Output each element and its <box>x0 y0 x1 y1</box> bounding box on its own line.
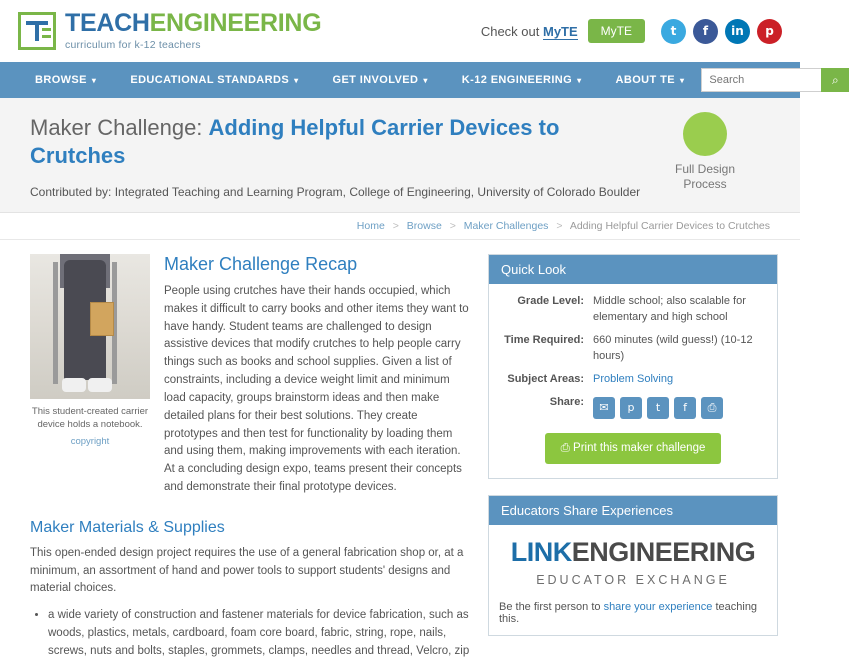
quick-look-panel <box>488 254 778 479</box>
logo-title-part1: TEACH <box>65 9 150 38</box>
linkengineering-subtitle: EDUCATOR EXCHANGE <box>536 572 730 587</box>
recap-text: People using crutches have their hands occupied, which makes it difficult to carry books and other items they want to have handy. Student teams are challenged to design assistive devices that modify crutches to help people carry things such as books and school supplies. Given a list of constraints, including a device weight limit and minimum load capacity, groups brainstorm ideas and then make detailed plans for their best solutions. They create prototypes and then test for functionality by loading them and using them, making improvements with each iteration. At a concluding design expo, teams present their concepts and demonstrate their final prototype devices. <box>164 285 469 493</box>
breadcrumb-item-browse[interactable]: Browse <box>406 220 442 232</box>
chevron-down-icon: ▾ <box>423 75 428 85</box>
nav-item-get-involved[interactable] <box>315 62 444 98</box>
linkengineering-part1: LINK <box>510 536 572 567</box>
figure-copyright-link[interactable]: copyright <box>70 435 110 447</box>
breadcrumb-item-current: Adding Helpful Carrier Devices to Crutches <box>569 220 770 232</box>
quick-look-body <box>489 284 777 478</box>
chevron-down-icon: ▾ <box>577 75 582 85</box>
nav-label: GET INVOLVED <box>332 74 419 86</box>
page-title-prefix: Maker Challenge: <box>30 115 209 140</box>
checkout-prefix: Check out <box>480 23 543 39</box>
main-column <box>30 254 470 661</box>
email-icon[interactable]: ✉ <box>593 397 615 419</box>
crutches-photo <box>30 254 150 399</box>
content-area <box>0 240 800 661</box>
educators-panel <box>488 495 778 636</box>
design-process-line1: Full Design <box>674 162 736 176</box>
educators-heading: Educators Share Experiences <box>489 496 777 525</box>
quick-look-row-share <box>501 395 765 419</box>
teachengineering-logo-icon <box>18 12 56 50</box>
recap-section <box>30 254 470 497</box>
facebook-icon[interactable]: f <box>693 19 718 44</box>
quick-look-row-subject-areas <box>501 372 765 388</box>
share-experience-note <box>497 601 769 625</box>
chevron-down-icon: ▾ <box>679 75 685 85</box>
myte-button[interactable]: MyTE <box>588 19 645 43</box>
quick-look-row-grade-level <box>501 294 765 326</box>
linkengineering-logo <box>489 525 777 635</box>
nav-item-about-te[interactable] <box>599 62 702 98</box>
sidebar-column <box>488 254 778 661</box>
twitter-icon[interactable]: t <box>661 19 686 44</box>
design-process-line2: Process <box>683 177 727 191</box>
site-logo[interactable] <box>18 11 321 51</box>
myte-link[interactable]: MyTE <box>542 23 578 39</box>
recap-body <box>164 254 470 497</box>
print-share-icon[interactable]: ⎙ <box>701 397 723 419</box>
row-label: Grade Level: <box>517 295 584 307</box>
row-value: 660 minutes (wild guess!) (10-12 hours) <box>593 333 753 362</box>
contributed-by: Contributed by: Integrated Teaching and Learning Program, College of Engineering, University of Colorado Boulder <box>30 185 641 199</box>
breadcrumb-separator: > <box>449 220 456 232</box>
breadcrumb-separator: > <box>556 220 563 232</box>
row-label: Share: <box>549 395 584 408</box>
chevron-down-icon: ▾ <box>91 75 97 85</box>
note-before: Be the first person to <box>499 600 604 613</box>
nav-item-educational-standards[interactable] <box>113 62 315 98</box>
row-label: Subject Areas: <box>507 372 584 385</box>
share-experience-link[interactable]: share your experience <box>603 600 713 613</box>
share-icons <box>593 397 723 419</box>
quick-look-heading: Quick Look <box>489 255 777 284</box>
pinterest-icon[interactable]: p <box>757 19 782 44</box>
row-value: Middle school; also scalable for elementary and high school <box>593 295 746 323</box>
page-title-highlight: Adding Helpful Carrier Devices to Crutches <box>30 115 560 168</box>
breadcrumb-item-home[interactable]: Home <box>356 220 385 232</box>
chevron-down-icon: ▾ <box>294 75 299 85</box>
search-button[interactable] <box>821 68 849 92</box>
design-process-circle-icon <box>683 112 727 156</box>
note-after: teaching this. <box>499 600 758 625</box>
logo-text <box>65 11 321 51</box>
site-header <box>0 0 800 62</box>
logo-tagline: curriculum for k-12 teachers <box>65 39 201 52</box>
row-label: Time Required: <box>504 333 584 346</box>
page-title-block <box>0 98 800 213</box>
nav-label: BROWSE <box>35 74 87 86</box>
nav-label: EDUCATIONAL STANDARDS <box>130 74 290 86</box>
quick-look-row-time-required <box>501 333 765 365</box>
recap-heading: Maker Challenge Recap <box>164 254 358 274</box>
nav-label: K-12 ENGINEERING <box>461 74 573 86</box>
search-icon: ⌕ <box>832 72 839 87</box>
materials-heading: Maker Materials & Supplies <box>30 518 225 536</box>
twitter-icon[interactable]: t <box>647 397 669 419</box>
figure <box>30 254 150 497</box>
breadcrumb-separator: > <box>392 220 399 232</box>
materials-list <box>30 607 470 660</box>
facebook-icon[interactable]: f <box>674 397 696 419</box>
nav-item-k12-engineering[interactable] <box>445 62 599 98</box>
printer-icon: ⎙ <box>560 441 570 454</box>
subject-area-link[interactable]: Problem Solving <box>593 372 674 385</box>
header-actions <box>481 19 782 44</box>
main-navigation <box>0 62 839 98</box>
nav-item-browse[interactable] <box>18 62 113 98</box>
page-title <box>30 114 590 169</box>
print-button-label: Print this maker challenge <box>573 441 706 454</box>
pinterest-icon[interactable]: p <box>620 397 642 419</box>
breadcrumb-item-maker-challenges[interactable]: Maker Challenges <box>463 220 549 232</box>
figure-caption: This student-created carrier device holds a notebook. <box>31 406 149 431</box>
linkedin-icon[interactable]: in <box>725 19 750 44</box>
breadcrumb <box>0 213 800 240</box>
materials-text: This open-ended design project requires the use of a general fabrication shop or, at a minimum, an assortment of hand and power tools to support students' designs and material choices. <box>30 546 464 595</box>
nav-label: ABOUT TE <box>615 74 675 86</box>
search-box <box>701 68 849 92</box>
logo-title-part2: ENGINEERING <box>149 9 322 38</box>
list-item: • a wide variety of construction and fastener materials for device fabrication, such as woods, plastics, metals, cardboard, foam core board, fabric, string, rope, nails, screws, nuts and bolts, staples, grommets, clamps, needles and thread, Velcro, zip <box>48 607 470 660</box>
linkengineering-part2: ENGINEERING <box>571 536 756 567</box>
print-button[interactable] <box>545 433 722 464</box>
checkout-text <box>481 24 578 39</box>
social-links <box>661 19 782 44</box>
design-process-badge <box>650 112 760 192</box>
search-input[interactable] <box>701 68 821 92</box>
